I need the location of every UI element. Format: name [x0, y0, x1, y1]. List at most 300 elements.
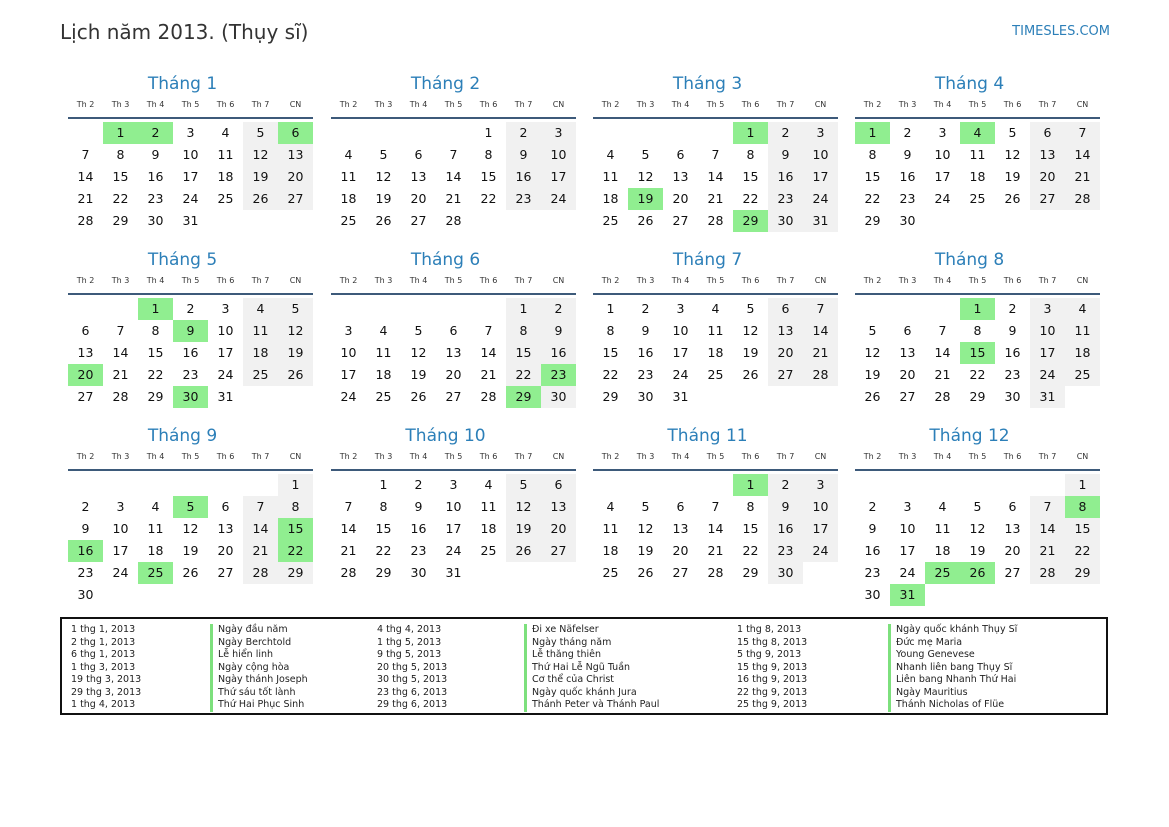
day-cell[interactable]: 22 — [147, 367, 164, 382]
day-cell[interactable]: 19 — [182, 543, 199, 558]
day-cell[interactable]: 26 — [506, 540, 541, 562]
day-cell[interactable]: 19 — [243, 166, 278, 188]
day-cell[interactable]: 6 — [903, 323, 912, 338]
holiday-day-cell[interactable]: 25 — [138, 562, 173, 584]
day-cell[interactable]: 10 — [803, 144, 838, 166]
day-cell[interactable]: 5 — [243, 122, 278, 144]
day-cell[interactable]: 2 — [541, 298, 576, 320]
day-cell[interactable]: 11 — [340, 169, 357, 184]
day-cell[interactable]: 11 — [375, 345, 392, 360]
day-cell[interactable]: 16 — [182, 345, 199, 360]
day-cell[interactable]: 17 — [934, 169, 951, 184]
day-cell[interactable]: 10 — [1030, 320, 1065, 342]
day-cell[interactable]: 4 — [221, 125, 230, 140]
day-cell[interactable]: 6 — [1030, 122, 1065, 144]
day-cell[interactable]: 27 — [445, 389, 462, 404]
day-cell[interactable]: 30 — [864, 587, 881, 602]
day-cell[interactable]: 26 — [410, 389, 427, 404]
day-cell[interactable]: 31 — [182, 213, 199, 228]
holiday-day-cell[interactable]: 4 — [960, 122, 995, 144]
day-cell[interactable]: 4 — [938, 499, 947, 514]
day-cell[interactable]: 14 — [1065, 144, 1100, 166]
day-cell[interactable]: 28 — [707, 565, 724, 580]
day-cell[interactable]: 29 — [969, 389, 986, 404]
day-cell[interactable]: 24 — [934, 191, 951, 206]
day-cell[interactable]: 12 — [375, 169, 392, 184]
day-cell[interactable]: 22 — [1065, 540, 1100, 562]
day-cell[interactable]: 2 — [903, 125, 912, 140]
holiday-day-cell[interactable]: 1 — [733, 122, 768, 144]
day-cell[interactable]: 23 — [899, 191, 916, 206]
day-cell[interactable]: 12 — [182, 521, 199, 536]
day-cell[interactable]: 23 — [410, 543, 427, 558]
day-cell[interactable]: 6 — [541, 474, 576, 496]
day-cell[interactable]: 2 — [768, 122, 803, 144]
day-cell[interactable]: 21 — [1030, 540, 1065, 562]
day-cell[interactable]: 15 — [742, 521, 759, 536]
day-cell[interactable]: 23 — [864, 565, 881, 580]
day-cell[interactable]: 27 — [77, 389, 94, 404]
day-cell[interactable]: 8 — [151, 323, 160, 338]
day-cell[interactable]: 15 — [147, 345, 164, 360]
day-cell[interactable]: 29 — [742, 565, 759, 580]
day-cell[interactable]: 9 — [641, 323, 650, 338]
day-cell[interactable]: 13 — [899, 345, 916, 360]
day-cell[interactable]: 10 — [182, 147, 199, 162]
day-cell[interactable]: 23 — [506, 188, 541, 210]
day-cell[interactable]: 2 — [506, 122, 541, 144]
holiday-day-cell[interactable]: 20 — [68, 364, 103, 386]
day-cell[interactable]: 6 — [676, 499, 685, 514]
day-cell[interactable]: 3 — [186, 125, 195, 140]
day-cell[interactable]: 9 — [414, 499, 423, 514]
holiday-day-cell[interactable]: 1 — [733, 474, 768, 496]
day-cell[interactable]: 17 — [803, 166, 838, 188]
day-cell[interactable]: 3 — [676, 301, 685, 316]
day-cell[interactable]: 31 — [1030, 386, 1065, 408]
day-cell[interactable]: 14 — [803, 320, 838, 342]
day-cell[interactable]: 23 — [768, 540, 803, 562]
day-cell[interactable]: 15 — [480, 169, 497, 184]
day-cell[interactable]: 31 — [445, 565, 462, 580]
holiday-day-cell[interactable]: 1 — [138, 298, 173, 320]
day-cell[interactable]: 19 — [278, 342, 313, 364]
day-cell[interactable]: 4 — [151, 499, 160, 514]
day-cell[interactable]: 15 — [864, 169, 881, 184]
day-cell[interactable]: 20 — [278, 166, 313, 188]
day-cell[interactable]: 16 — [899, 169, 916, 184]
day-cell[interactable]: 9 — [768, 496, 803, 518]
day-cell[interactable]: 7 — [81, 147, 90, 162]
day-cell[interactable]: 30 — [899, 213, 916, 228]
day-cell[interactable]: 25 — [243, 364, 278, 386]
day-cell[interactable]: 27 — [672, 565, 689, 580]
day-cell[interactable]: 30 — [637, 389, 654, 404]
day-cell[interactable]: 9 — [506, 144, 541, 166]
day-cell[interactable]: 18 — [340, 191, 357, 206]
day-cell[interactable]: 27 — [899, 389, 916, 404]
day-cell[interactable]: 30 — [77, 587, 94, 602]
day-cell[interactable]: 23 — [147, 191, 164, 206]
day-cell[interactable]: 16 — [1004, 345, 1021, 360]
holiday-day-cell[interactable]: 5 — [173, 496, 208, 518]
day-cell[interactable]: 2 — [414, 477, 423, 492]
day-cell[interactable]: 17 — [803, 518, 838, 540]
day-cell[interactable]: 10 — [445, 499, 462, 514]
day-cell[interactable]: 23 — [768, 188, 803, 210]
day-cell[interactable]: 18 — [969, 169, 986, 184]
day-cell[interactable]: 31 — [672, 389, 689, 404]
day-cell[interactable]: 2 — [768, 474, 803, 496]
day-cell[interactable]: 4 — [711, 301, 720, 316]
day-cell[interactable]: 21 — [707, 191, 724, 206]
day-cell[interactable]: 28 — [445, 213, 462, 228]
day-cell[interactable]: 27 — [217, 565, 234, 580]
day-cell[interactable]: 14 — [340, 521, 357, 536]
holiday-day-cell[interactable]: 1 — [855, 122, 890, 144]
day-cell[interactable]: 22 — [742, 543, 759, 558]
day-cell[interactable]: 21 — [803, 342, 838, 364]
day-cell[interactable]: 24 — [899, 565, 916, 580]
day-cell[interactable]: 24 — [672, 367, 689, 382]
holiday-day-cell[interactable]: 1 — [960, 298, 995, 320]
day-cell[interactable]: 11 — [480, 499, 497, 514]
day-cell[interactable]: 10 — [934, 147, 951, 162]
day-cell[interactable]: 28 — [934, 389, 951, 404]
day-cell[interactable]: 7 — [1030, 496, 1065, 518]
day-cell[interactable]: 16 — [506, 166, 541, 188]
day-cell[interactable]: 9 — [81, 521, 90, 536]
day-cell[interactable]: 23 — [182, 367, 199, 382]
day-cell[interactable]: 10 — [672, 323, 689, 338]
day-cell[interactable]: 3 — [344, 323, 353, 338]
day-cell[interactable]: 7 — [711, 499, 720, 514]
day-cell[interactable]: 22 — [506, 364, 541, 386]
day-cell[interactable]: 27 — [1030, 188, 1065, 210]
day-cell[interactable]: 24 — [182, 191, 199, 206]
day-cell[interactable]: 17 — [217, 345, 234, 360]
day-cell[interactable]: 9 — [903, 147, 912, 162]
day-cell[interactable]: 16 — [768, 518, 803, 540]
day-cell[interactable]: 4 — [606, 147, 615, 162]
day-cell[interactable]: 21 — [340, 543, 357, 558]
day-cell[interactable]: 18 — [147, 543, 164, 558]
day-cell[interactable]: 24 — [445, 543, 462, 558]
day-cell[interactable]: 26 — [1004, 191, 1021, 206]
day-cell[interactable]: 22 — [112, 191, 129, 206]
day-cell[interactable]: 21 — [707, 543, 724, 558]
day-cell[interactable]: 15 — [602, 345, 619, 360]
day-cell[interactable]: 30 — [768, 210, 803, 232]
day-cell[interactable]: 17 — [1030, 342, 1065, 364]
day-cell[interactable]: 26 — [864, 389, 881, 404]
day-cell[interactable]: 30 — [147, 213, 164, 228]
day-cell[interactable]: 10 — [803, 496, 838, 518]
day-cell[interactable]: 20 — [1004, 543, 1021, 558]
day-cell[interactable]: 22 — [742, 191, 759, 206]
day-cell[interactable]: 5 — [278, 298, 313, 320]
day-cell[interactable]: 28 — [803, 364, 838, 386]
day-cell[interactable]: 28 — [77, 213, 94, 228]
day-cell[interactable]: 28 — [1030, 562, 1065, 584]
day-cell[interactable]: 11 — [243, 320, 278, 342]
day-cell[interactable]: 20 — [768, 342, 803, 364]
day-cell[interactable]: 2 — [641, 301, 650, 316]
day-cell[interactable]: 15 — [506, 342, 541, 364]
day-cell[interactable]: 20 — [410, 191, 427, 206]
day-cell[interactable]: 20 — [899, 367, 916, 382]
day-cell[interactable]: 3 — [221, 301, 230, 316]
day-cell[interactable]: 5 — [414, 323, 423, 338]
day-cell[interactable]: 17 — [112, 543, 129, 558]
day-cell[interactable]: 17 — [182, 169, 199, 184]
day-cell[interactable]: 14 — [707, 169, 724, 184]
day-cell[interactable]: 14 — [77, 169, 94, 184]
holiday-day-cell[interactable]: 22 — [278, 540, 313, 562]
holiday-day-cell[interactable]: 2 — [138, 122, 173, 144]
holiday-day-cell[interactable]: 29 — [733, 210, 768, 232]
day-cell[interactable]: 3 — [938, 125, 947, 140]
day-cell[interactable]: 12 — [278, 320, 313, 342]
day-cell[interactable]: 19 — [1004, 169, 1021, 184]
day-cell[interactable]: 8 — [868, 147, 877, 162]
day-cell[interactable]: 13 — [672, 521, 689, 536]
day-cell[interactable]: 20 — [672, 543, 689, 558]
day-cell[interactable]: 28 — [340, 565, 357, 580]
day-cell[interactable]: 7 — [116, 323, 125, 338]
day-cell[interactable]: 24 — [803, 188, 838, 210]
day-cell[interactable]: 10 — [112, 521, 129, 536]
day-cell[interactable]: 8 — [746, 147, 755, 162]
day-cell[interactable]: 1 — [484, 125, 493, 140]
day-cell[interactable]: 9 — [151, 147, 160, 162]
day-cell[interactable]: 18 — [934, 543, 951, 558]
day-cell[interactable]: 7 — [711, 147, 720, 162]
day-cell[interactable]: 22 — [602, 367, 619, 382]
day-cell[interactable]: 14 — [112, 345, 129, 360]
day-cell[interactable]: 1 — [379, 477, 388, 492]
day-cell[interactable]: 31 — [217, 389, 234, 404]
day-cell[interactable]: 8 — [506, 320, 541, 342]
day-cell[interactable]: 7 — [344, 499, 353, 514]
day-cell[interactable]: 13 — [672, 169, 689, 184]
day-cell[interactable]: 7 — [243, 496, 278, 518]
day-cell[interactable]: 13 — [217, 521, 234, 536]
day-cell[interactable]: 5 — [1008, 125, 1017, 140]
day-cell[interactable]: 19 — [637, 543, 654, 558]
day-cell[interactable]: 3 — [116, 499, 125, 514]
day-cell[interactable]: 14 — [934, 345, 951, 360]
day-cell[interactable]: 26 — [637, 213, 654, 228]
holiday-day-cell[interactable]: 15 — [278, 518, 313, 540]
day-cell[interactable]: 29 — [602, 389, 619, 404]
day-cell[interactable]: 3 — [449, 477, 458, 492]
day-cell[interactable]: 1 — [506, 298, 541, 320]
day-cell[interactable]: 19 — [864, 367, 881, 382]
day-cell[interactable]: 20 — [541, 518, 576, 540]
day-cell[interactable]: 13 — [77, 345, 94, 360]
day-cell[interactable]: 24 — [112, 565, 129, 580]
day-cell[interactable]: 6 — [449, 323, 458, 338]
day-cell[interactable]: 13 — [541, 496, 576, 518]
day-cell[interactable]: 25 — [602, 213, 619, 228]
day-cell[interactable]: 26 — [278, 364, 313, 386]
day-cell[interactable]: 9 — [1008, 323, 1017, 338]
day-cell[interactable]: 4 — [379, 323, 388, 338]
day-cell[interactable]: 6 — [221, 499, 230, 514]
day-cell[interactable]: 24 — [340, 389, 357, 404]
day-cell[interactable]: 29 — [375, 565, 392, 580]
day-cell[interactable]: 25 — [602, 565, 619, 580]
day-cell[interactable]: 2 — [81, 499, 90, 514]
day-cell[interactable]: 8 — [606, 323, 615, 338]
day-cell[interactable]: 18 — [217, 169, 234, 184]
day-cell[interactable]: 12 — [637, 521, 654, 536]
day-cell[interactable]: 20 — [672, 191, 689, 206]
day-cell[interactable]: 30 — [410, 565, 427, 580]
day-cell[interactable]: 11 — [969, 147, 986, 162]
day-cell[interactable]: 27 — [541, 540, 576, 562]
day-cell[interactable]: 18 — [480, 521, 497, 536]
day-cell[interactable]: 5 — [746, 301, 755, 316]
day-cell[interactable]: 2 — [1008, 301, 1017, 316]
day-cell[interactable]: 21 — [934, 367, 951, 382]
day-cell[interactable]: 21 — [445, 191, 462, 206]
day-cell[interactable]: 11 — [707, 323, 724, 338]
day-cell[interactable]: 19 — [969, 543, 986, 558]
day-cell[interactable]: 8 — [484, 147, 493, 162]
day-cell[interactable]: 16 — [410, 521, 427, 536]
day-cell[interactable]: 8 — [973, 323, 982, 338]
day-cell[interactable]: 4 — [243, 298, 278, 320]
day-cell[interactable]: 28 — [707, 213, 724, 228]
day-cell[interactable]: 15 — [375, 521, 392, 536]
day-cell[interactable]: 12 — [742, 323, 759, 338]
day-cell[interactable]: 18 — [602, 191, 619, 206]
holiday-day-cell[interactable]: 19 — [628, 188, 663, 210]
day-cell[interactable]: 13 — [278, 144, 313, 166]
day-cell[interactable]: 12 — [410, 345, 427, 360]
day-cell[interactable]: 9 — [868, 521, 877, 536]
day-cell[interactable]: 24 — [217, 367, 234, 382]
day-cell[interactable]: 2 — [186, 301, 195, 316]
day-cell[interactable]: 15 — [1065, 518, 1100, 540]
day-cell[interactable]: 28 — [112, 389, 129, 404]
day-cell[interactable]: 14 — [243, 518, 278, 540]
day-cell[interactable]: 19 — [742, 345, 759, 360]
day-cell[interactable]: 16 — [864, 543, 881, 558]
day-cell[interactable]: 11 — [217, 147, 234, 162]
day-cell[interactable]: 3 — [1030, 298, 1065, 320]
day-cell[interactable]: 12 — [506, 496, 541, 518]
day-cell[interactable]: 6 — [1008, 499, 1017, 514]
day-cell[interactable]: 26 — [637, 565, 654, 580]
holiday-day-cell[interactable]: 30 — [173, 386, 208, 408]
holiday-day-cell[interactable]: 6 — [278, 122, 313, 144]
day-cell[interactable]: 21 — [243, 540, 278, 562]
day-cell[interactable]: 29 — [1065, 562, 1100, 584]
day-cell[interactable]: 22 — [480, 191, 497, 206]
day-cell[interactable]: 7 — [1065, 122, 1100, 144]
day-cell[interactable]: 29 — [864, 213, 881, 228]
day-cell[interactable]: 28 — [1065, 188, 1100, 210]
day-cell[interactable]: 19 — [375, 191, 392, 206]
day-cell[interactable]: 4 — [1065, 298, 1100, 320]
day-cell[interactable]: 29 — [278, 562, 313, 584]
day-cell[interactable]: 11 — [602, 521, 619, 536]
day-cell[interactable]: 30 — [541, 386, 576, 408]
day-cell[interactable]: 6 — [768, 298, 803, 320]
day-cell[interactable]: 12 — [864, 345, 881, 360]
day-cell[interactable]: 11 — [147, 521, 164, 536]
day-cell[interactable]: 20 — [217, 543, 234, 558]
day-cell[interactable]: 19 — [410, 367, 427, 382]
day-cell[interactable]: 8 — [116, 147, 125, 162]
day-cell[interactable]: 27 — [672, 213, 689, 228]
day-cell[interactable]: 5 — [973, 499, 982, 514]
day-cell[interactable]: 9 — [541, 320, 576, 342]
day-cell[interactable]: 22 — [864, 191, 881, 206]
day-cell[interactable]: 14 — [1030, 518, 1065, 540]
day-cell[interactable]: 29 — [112, 213, 129, 228]
day-cell[interactable]: 30 — [768, 562, 803, 584]
day-cell[interactable]: 2 — [868, 499, 877, 514]
day-cell[interactable]: 15 — [742, 169, 759, 184]
day-cell[interactable]: 11 — [602, 169, 619, 184]
day-cell[interactable]: 13 — [1004, 521, 1021, 536]
day-cell[interactable]: 18 — [1065, 342, 1100, 364]
day-cell[interactable]: 26 — [243, 188, 278, 210]
day-cell[interactable]: 14 — [480, 345, 497, 360]
day-cell[interactable]: 15 — [112, 169, 129, 184]
day-cell[interactable]: 18 — [707, 345, 724, 360]
day-cell[interactable]: 26 — [182, 565, 199, 580]
day-cell[interactable]: 21 — [77, 191, 94, 206]
day-cell[interactable]: 10 — [541, 144, 576, 166]
day-cell[interactable]: 22 — [375, 543, 392, 558]
day-cell[interactable]: 4 — [484, 477, 493, 492]
day-cell[interactable]: 20 — [445, 367, 462, 382]
day-cell[interactable]: 25 — [707, 367, 724, 382]
day-cell[interactable]: 17 — [445, 521, 462, 536]
day-cell[interactable]: 18 — [243, 342, 278, 364]
day-cell[interactable]: 10 — [899, 521, 916, 536]
day-cell[interactable]: 27 — [278, 188, 313, 210]
holiday-day-cell[interactable]: 8 — [1065, 496, 1100, 518]
site-link[interactable]: TIMESLES.COM — [1012, 24, 1110, 39]
day-cell[interactable]: 3 — [803, 474, 838, 496]
day-cell[interactable]: 29 — [147, 389, 164, 404]
day-cell[interactable]: 26 — [375, 213, 392, 228]
holiday-day-cell[interactable]: 16 — [68, 540, 103, 562]
day-cell[interactable]: 5 — [641, 147, 650, 162]
holiday-day-cell[interactable]: 25 — [925, 562, 960, 584]
day-cell[interactable]: 11 — [934, 521, 951, 536]
day-cell[interactable]: 22 — [969, 367, 986, 382]
day-cell[interactable]: 4 — [344, 147, 353, 162]
day-cell[interactable]: 7 — [803, 298, 838, 320]
holiday-day-cell[interactable]: 1 — [103, 122, 138, 144]
day-cell[interactable]: 27 — [1004, 565, 1021, 580]
day-cell[interactable]: 12 — [969, 521, 986, 536]
day-cell[interactable]: 10 — [217, 323, 234, 338]
day-cell[interactable]: 31 — [803, 210, 838, 232]
holiday-day-cell[interactable]: 9 — [173, 320, 208, 342]
day-cell[interactable]: 9 — [768, 144, 803, 166]
day-cell[interactable]: 6 — [414, 147, 423, 162]
day-cell[interactable]: 25 — [969, 191, 986, 206]
holiday-day-cell[interactable]: 23 — [541, 364, 576, 386]
